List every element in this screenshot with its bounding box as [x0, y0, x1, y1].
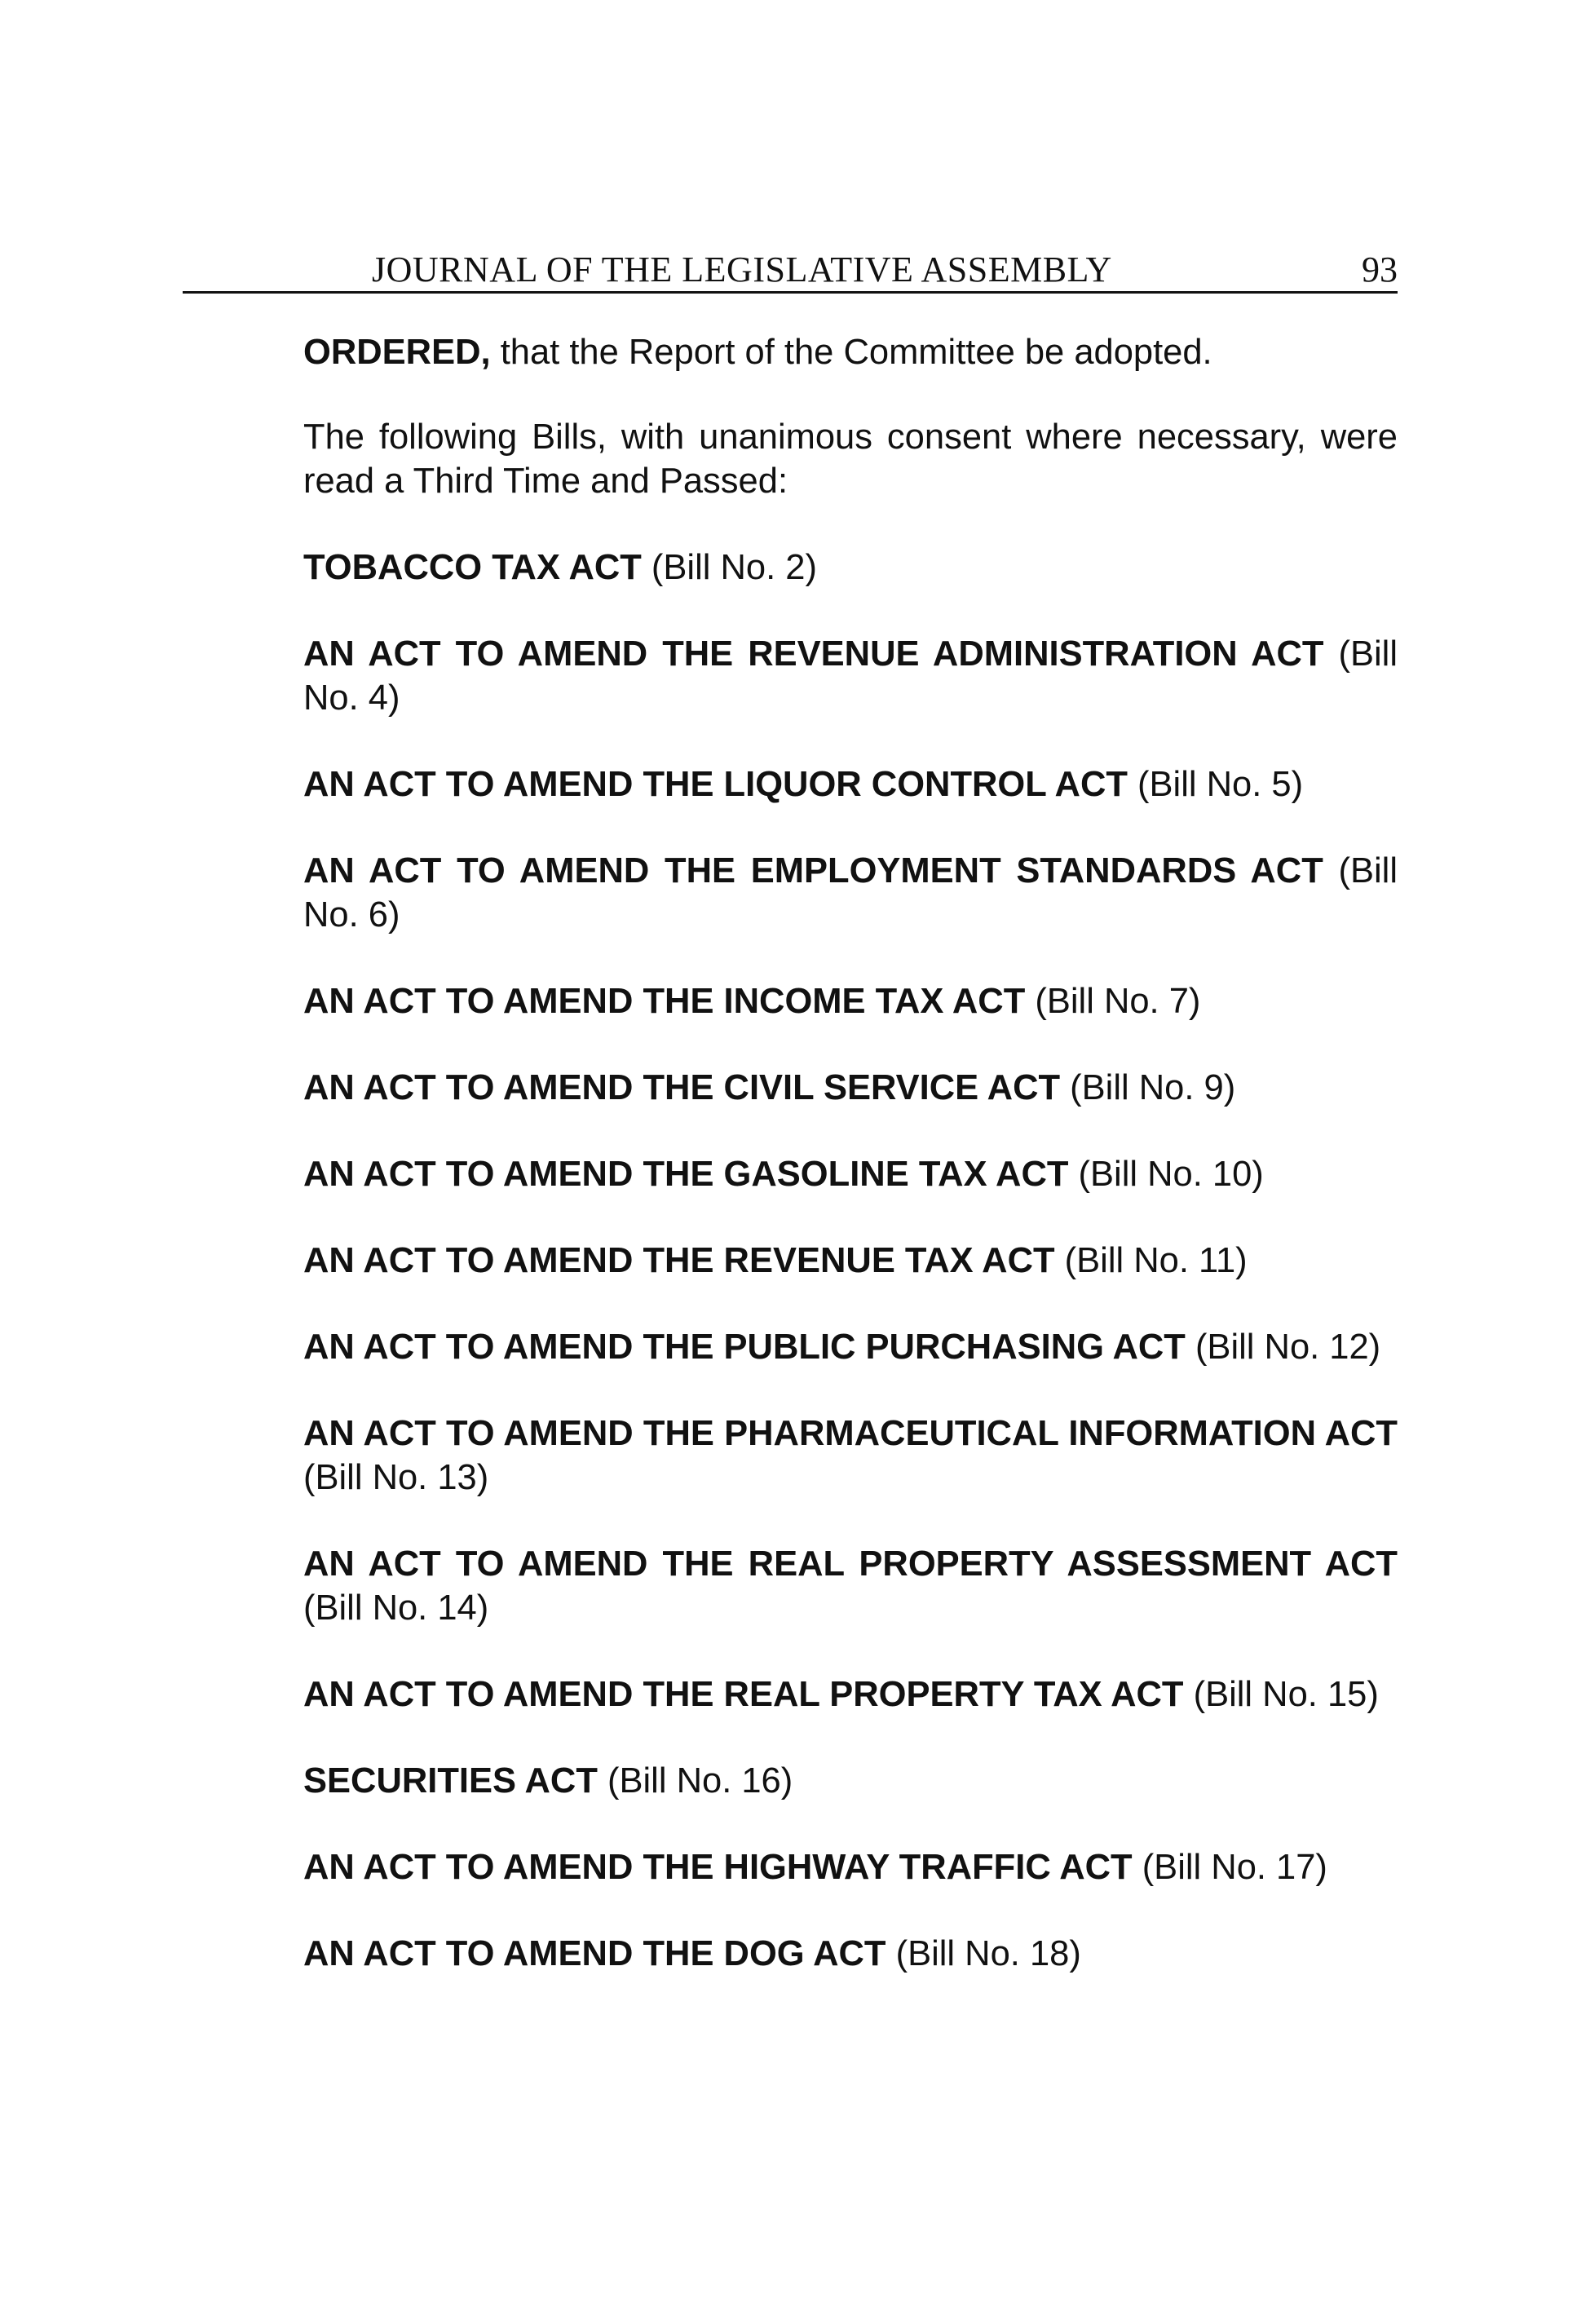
bill-title: AN ACT TO AMEND THE REAL PROPERTY TAX ACT	[303, 1675, 1184, 1714]
bill-ref: (Bill No. 12)	[1185, 1328, 1381, 1367]
bill-item	[303, 1759, 1398, 1803]
bill-item	[303, 1542, 1398, 1630]
header-rule	[183, 291, 1398, 294]
bill-item	[303, 1672, 1398, 1716]
bill-ref: (Bill No. 6)	[303, 851, 1398, 934]
bill-ref: (Bill No. 17)	[1132, 1848, 1327, 1887]
page-number: 93	[1362, 250, 1398, 289]
bill-item	[303, 1412, 1398, 1500]
bill-item	[303, 849, 1398, 937]
bill-ref: (Bill No. 9)	[1060, 1068, 1236, 1107]
bill-item	[303, 1066, 1398, 1110]
bill-ref: (Bill No. 15)	[1183, 1675, 1379, 1714]
bill-title: AN ACT TO AMEND THE LIQUOR CONTROL ACT	[303, 765, 1128, 804]
bill-ref: (Bill No. 11)	[1054, 1241, 1248, 1280]
bill-title: AN ACT TO AMEND THE PHARMACEUTICAL INFORMATION ACT	[303, 1414, 1398, 1453]
bill-title: AN ACT TO AMEND THE CIVIL SERVICE ACT	[303, 1068, 1061, 1107]
bill-ref: (Bill No. 13)	[303, 1458, 489, 1497]
bill-ref: (Bill No. 16)	[597, 1761, 793, 1800]
journal-body	[303, 330, 1398, 2018]
bill-item	[303, 762, 1398, 806]
bill-title: AN ACT TO AMEND THE DOG ACT	[303, 1934, 886, 1973]
bill-item	[303, 1239, 1398, 1283]
bill-item	[303, 1932, 1398, 1976]
bill-item	[303, 632, 1398, 720]
bill-title: TOBACCO TAX ACT	[303, 548, 642, 587]
running-title: JOURNAL OF THE LEGISLATIVE ASSEMBLY	[372, 250, 1112, 289]
bill-ref: (Bill No. 10)	[1068, 1155, 1264, 1194]
bill-title: SECURITIES ACT	[303, 1761, 598, 1800]
bill-item	[303, 979, 1398, 1023]
bill-ref: (Bill No. 5)	[1127, 765, 1304, 804]
running-head	[183, 245, 1398, 295]
bill-item	[303, 1152, 1398, 1196]
bill-title: AN ACT TO AMEND THE PUBLIC PURCHASING ACT	[303, 1328, 1186, 1367]
bill-title: AN ACT TO AMEND THE REAL PROPERTY ASSESSMENT ACT	[303, 1544, 1398, 1584]
bill-ref: (Bill No. 2)	[641, 548, 817, 587]
order-text: that the Report of the Committee be adopted.	[490, 333, 1212, 372]
bill-item	[303, 1845, 1398, 1889]
bill-item	[303, 1325, 1398, 1369]
bill-list	[303, 546, 1398, 1976]
bill-title: AN ACT TO AMEND THE REVENUE ADMINISTRATION ACT	[303, 634, 1324, 674]
bill-title: AN ACT TO AMEND THE REVENUE TAX ACT	[303, 1241, 1055, 1280]
bill-title: AN ACT TO AMEND THE GASOLINE TAX ACT	[303, 1155, 1069, 1194]
bill-title: AN ACT TO AMEND THE INCOME TAX ACT	[303, 982, 1026, 1021]
order-keyword: ORDERED,	[303, 333, 491, 372]
bill-item	[303, 546, 1398, 590]
bill-ref: (Bill No. 14)	[303, 1588, 489, 1628]
bill-title: AN ACT TO AMEND THE EMPLOYMENT STANDARDS ACT	[303, 851, 1323, 890]
order-paragraph	[303, 330, 1398, 374]
intro-paragraph: The following Bills, with unanimous consent where necessary, were read a Third Time and Passed:	[303, 418, 1398, 501]
bill-title: AN ACT TO AMEND THE HIGHWAY TRAFFIC ACT	[303, 1848, 1133, 1887]
bill-ref: (Bill No. 4)	[303, 634, 1398, 718]
bill-ref: (Bill No. 18)	[886, 1934, 1081, 1973]
bill-ref: (Bill No. 7)	[1025, 982, 1201, 1021]
